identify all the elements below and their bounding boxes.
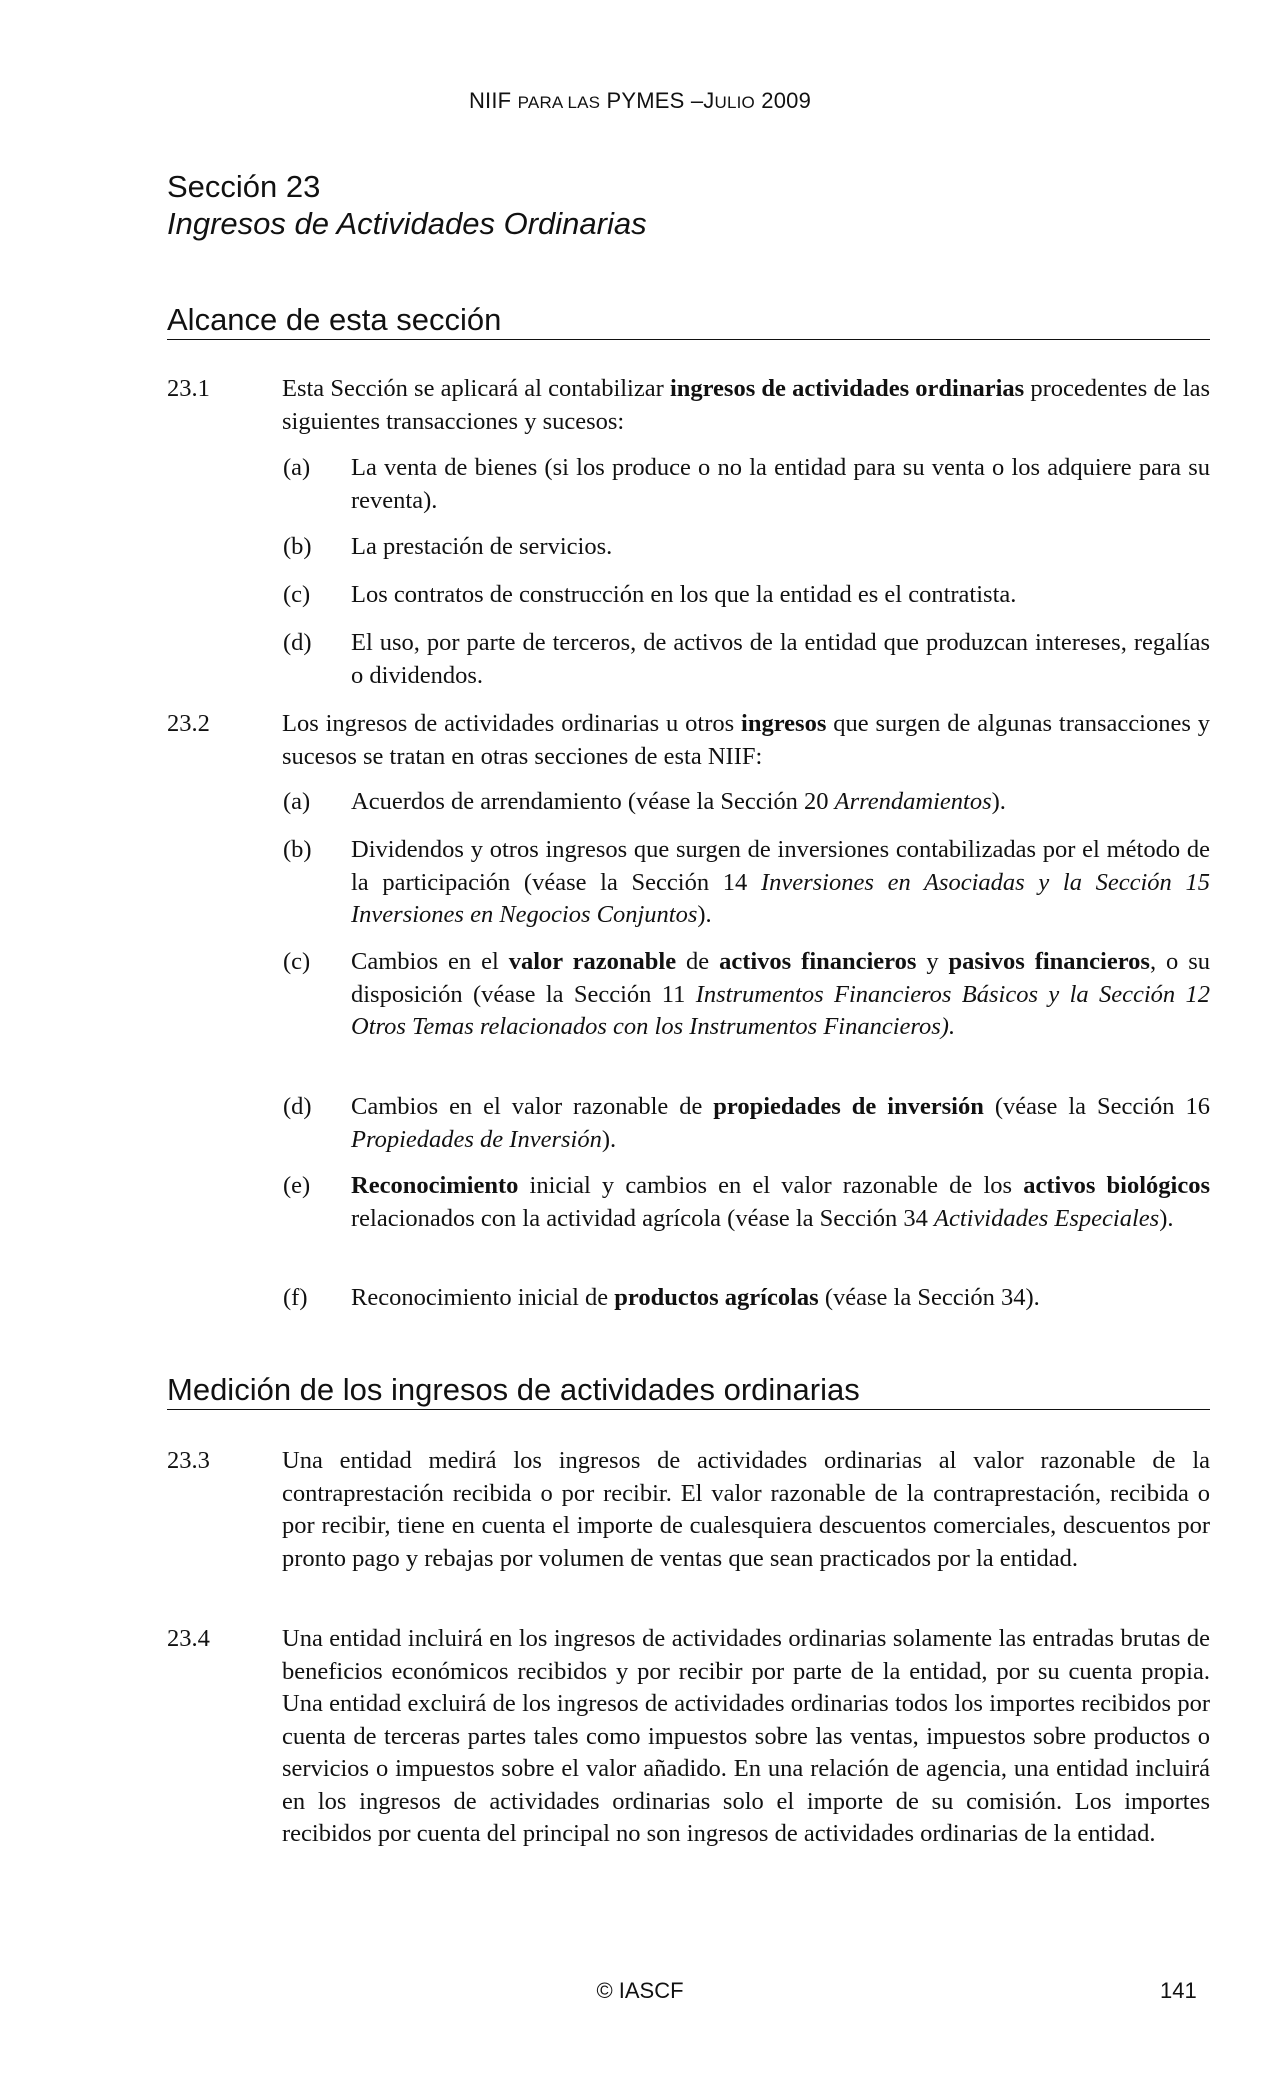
list-item [283,1091,1210,1156]
defined-term: pasivos financieros [948,948,1150,975]
item-label: (e) [283,1172,311,1199]
text-run: de [676,948,720,975]
list-item [283,946,1210,1044]
cross-reference-title: Inversiones en Asociadas y la Sección 15 Inversiones en Negocios Conjuntos [351,868,1210,928]
item-label: (b) [283,533,312,560]
defined-term: activos biológicos [1023,1172,1210,1199]
paragraph-text: Una entidad medirá los ingresos de actividades ordinarias al valor razonable de la contraprestación recibida o por recibir. El valor razonable de la contraprestación, recibida o por recibir, tiene en cuenta el importe de cualesquiera descuentos comerciales, descuentos por pronto pago y rebajas por volumen de ventas que sean practicados por la entidad. [282,1447,1210,1572]
paragraph-number: 23.2 [167,710,210,737]
defined-term: productos agrícolas [614,1284,819,1311]
text-run: y [916,948,949,975]
page-number: 141 [1160,1978,1197,2003]
item-text: El uso, por parte de terceros, de activos de la entidad que produzcan intereses, regalías o dividendos. [351,629,1210,689]
paragraph-number: 23.4 [167,1625,210,1652]
list-item [283,627,1210,692]
text-run: ). [991,788,1006,815]
defined-term: activos financieros [719,948,917,975]
item-label: (a) [283,454,311,481]
defined-term: propiedades de inversión [713,1093,984,1120]
header-standard: NIIF [468,88,512,113]
item-label: (c) [283,948,311,975]
item-text: La prestación de servicios. [351,533,613,560]
text-run: Los ingresos de actividades ordinarias u otros [282,710,742,737]
text-run: procedentes de las siguientes transacciones y sucesos: [282,375,1211,435]
cross-reference-title: Propiedades de Inversión [351,1125,602,1153]
header-month-rest: ULIO [714,93,755,112]
text-run: Cambios en el [351,948,509,975]
text-run: , o su disposición (véase la Sección 11 [351,948,1211,1008]
section-number: Sección 23 [167,169,321,204]
paragraph-23-4 [167,1623,1210,1851]
section-title: Ingresos de Actividades Ordinarias [167,206,647,241]
list-item [283,452,1210,517]
list-item [283,531,1210,564]
text-run: Reconocimiento inicial de [351,1284,615,1311]
scope-heading: Alcance de esta sección [167,301,1210,340]
cross-reference-title: Instrumentos Financieros Básicos y la Sección 12 Otros Temas relacionados con los Instrumentos Financieros). [351,980,1210,1040]
item-label: (c) [283,581,311,608]
text-run: relacionados con la actividad agrícola (véase la Sección 34 [351,1204,934,1232]
text-run: (véase la Sección 34). [818,1284,1040,1311]
paragraph-23-1 [167,373,1210,438]
text-run: Esta Sección se aplicará al contabilizar [282,375,670,402]
defined-term: ingresos de actividades ordinarias [669,375,1025,402]
measurement-heading: Medición de los ingresos de actividades ordinarias [167,1371,1210,1410]
header-year: 2009 [761,88,812,113]
running-header [0,88,1280,114]
list-item [283,834,1210,932]
paragraph-number: 23.1 [167,375,210,402]
list-item [283,1282,1210,1315]
text-run: Dividendos y otros ingresos que surgen de inversiones contabilizadas por el método de la participación (véase la Sección 14 [351,836,1210,896]
text-run: ). [697,901,712,928]
defined-term: valor razonable [508,948,677,975]
item-text: Los contratos de construcción en los que la entidad es el contratista. [351,581,1017,608]
cross-reference-title: Arrendamientos [834,788,992,815]
defined-term: ingresos [741,710,827,737]
header-audience: PYMES – [606,88,704,113]
header-connector: PARA LAS [517,93,601,112]
text-run: ). [1159,1204,1174,1232]
item-label: (d) [283,1093,312,1120]
item-label: (a) [283,788,311,815]
list-item [283,786,1210,819]
item-label: (f) [283,1284,308,1311]
text-run: inicial y cambios en el valor razonable de los [518,1172,1024,1199]
paragraph-23-2 [167,708,1210,773]
text-run: (véase la Sección 16 [983,1093,1210,1120]
header-month-initial: J [703,88,715,113]
text-run: ). [601,1125,617,1153]
list-item [283,579,1210,612]
section-heading [167,168,647,242]
text-run: que surgen de algunas transacciones y sucesos se tratan en otras secciones de esta NIIF: [282,710,1210,770]
item-label: (d) [283,629,312,656]
defined-term: Reconocimiento [351,1172,519,1199]
paragraph-23-3 [167,1445,1210,1575]
text-run: Acuerdos de arrendamiento (véase la Sección 20 [351,788,835,815]
cross-reference-title: Actividades Especiales [933,1204,1160,1232]
text-run: Cambios en el valor razonable de [351,1093,714,1120]
paragraph-number: 23.3 [167,1447,210,1474]
list-item [283,1170,1210,1235]
paragraph-text: Una entidad incluirá en los ingresos de actividades ordinarias solamente las entradas brutas de beneficios económicos recibidos y por recibir por parte de la entidad, por su cuenta propia. Una entidad excluirá de los ingresos de actividades ordinarias todos los importes recibidos por cuenta de terceras partes tales como impuestos sobre las ventas, impuestos sobre productos o servicios o impuestos sobre el valor añadido. En una relación de agencia, una entidad incluirá en los ingresos de actividades ordinarias solo el importe de su comisión. Los importes recibidos por cuenta del principal no son ingresos de actividades ordinarias de la entidad. [282,1625,1210,1847]
footer-copyright: © IASCF [596,1978,684,2003]
item-label: (b) [283,836,312,863]
item-text: La venta de bienes (si los produce o no la entidad para su venta o los adquiere para su reventa). [351,454,1210,514]
